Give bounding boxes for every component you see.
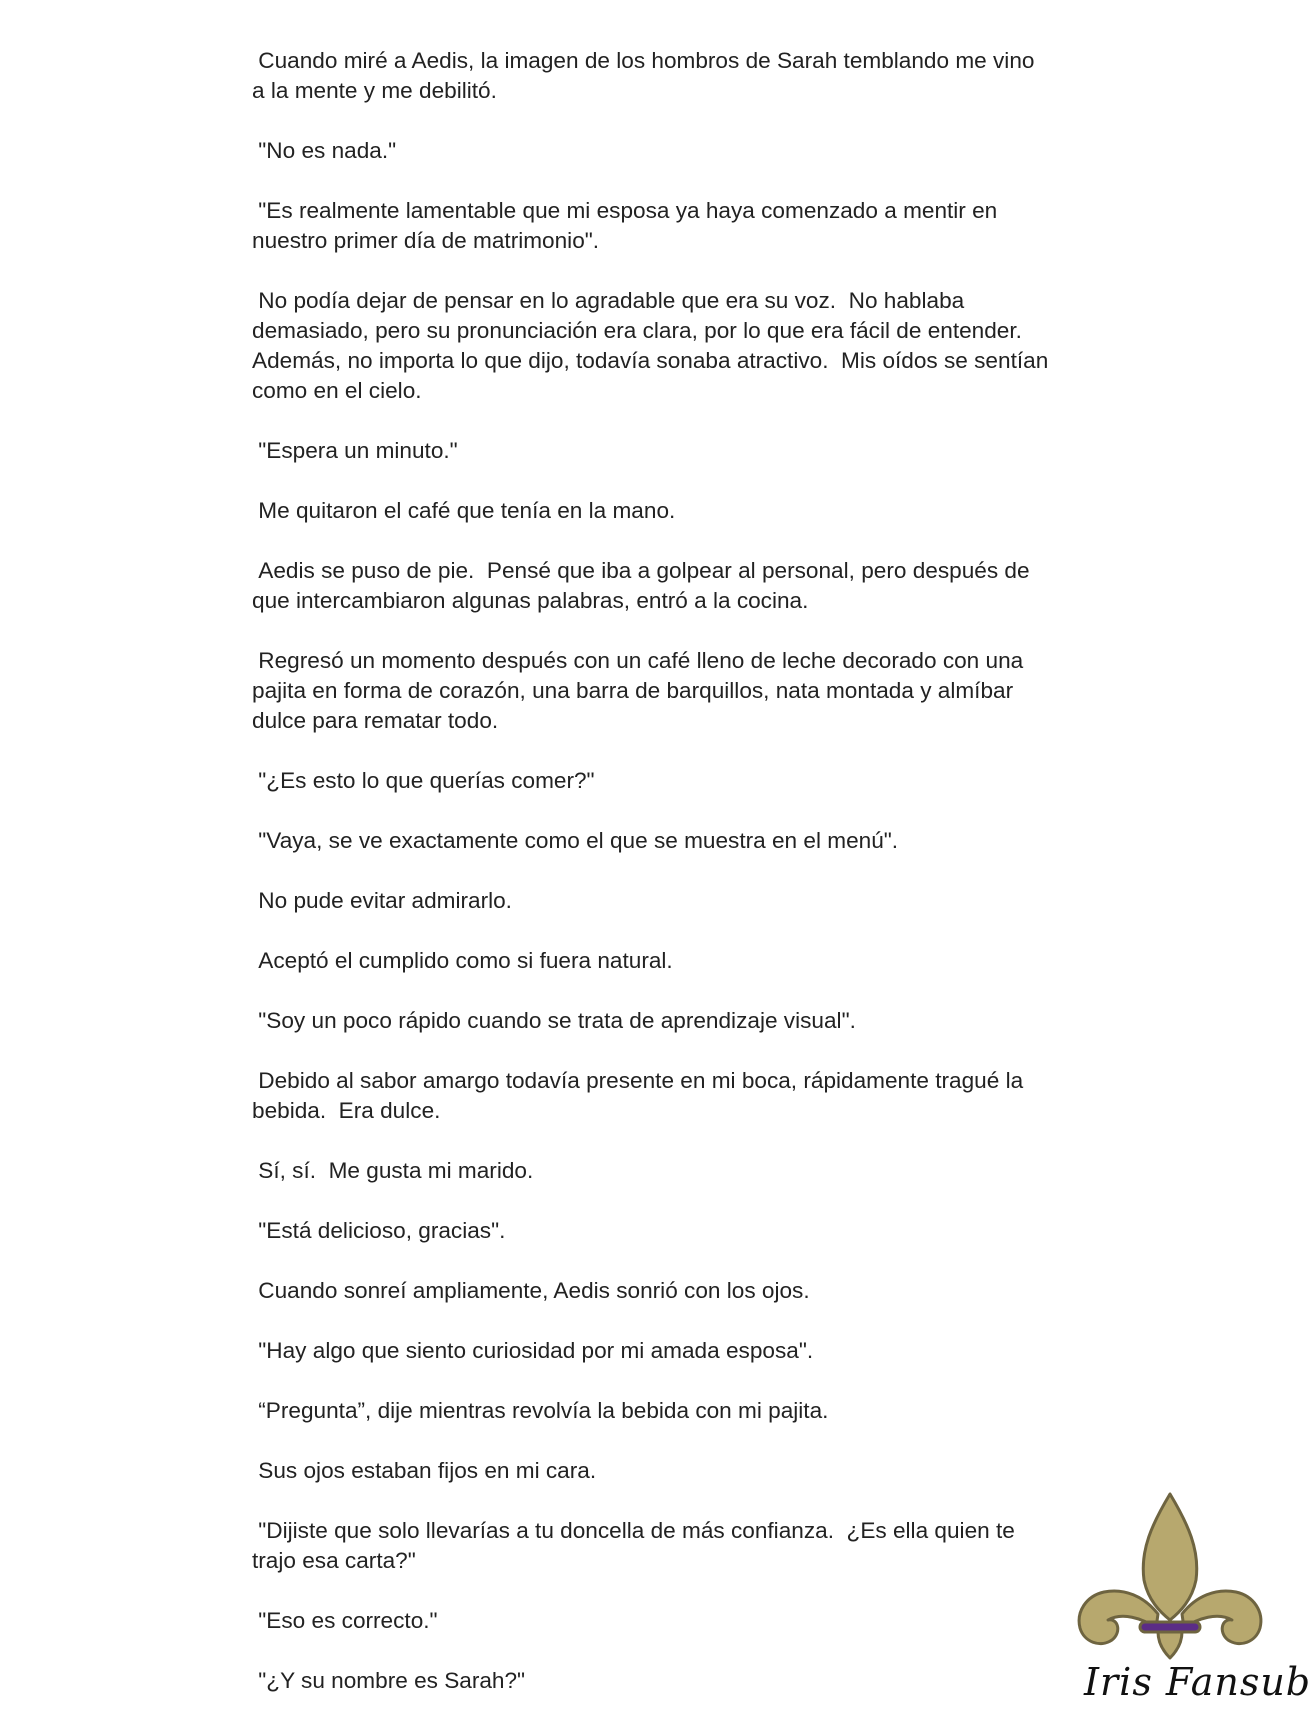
watermark-label: Iris Fansub [1084,1660,1311,1704]
paragraph: "No es nada." [252,138,397,163]
paragraph: Regresó un momento después con un café lleno de leche decorado con una pajita en forma de corazón, una barra de barquillos, nata montada y almíbar dulce para rematar todo. [252,648,1030,733]
paragraph: "Es realmente lamentable que mi esposa ya haya comenzado a mentir en nuestro primer día de matrimonio". [252,198,1004,253]
paragraph: "Está delicioso, gracias". [252,1218,506,1243]
paragraph: "Espera un minuto." [252,438,458,463]
paragraph: No podía dejar de pensar en lo agradable que era su voz. No hablaba demasiado, pero su pronunciación era clara, por lo que era fácil de entender. Además, no importa lo que dijo, todavía sonaba atractivo. Mis oídos se sentían como en el cielo. [252,288,1055,403]
paragraph: "Soy un poco rápido cuando se trata de aprendizaje visual". [252,1008,856,1033]
paragraph: "Dijiste que solo llevarías a tu doncella de más confianza. ¿Es ella quien te trajo esa carta?" [252,1518,1022,1573]
paragraph: "¿Y su nombre es Sarah?" [252,1668,526,1693]
paragraph: Aedis se puso de pie. Pensé que iba a golpear al personal, pero después de que intercambiaron algunas palabras, entró a la cocina. [252,558,1036,613]
paragraph: "Vaya, se ve exactamente como el que se muestra en el menú". [252,828,899,853]
watermark [1070,1488,1311,1708]
paragraph: Debido al sabor amargo todavía presente en mi boca, rápidamente tragué la bebida. Era dulce. [252,1068,1030,1123]
paragraph: Sí, sí. Me gusta mi marido. [252,1158,534,1183]
fleur-de-lis-icon [1070,1488,1270,1660]
paragraph: Cuando miré a Aedis, la imagen de los hombros de Sarah temblando me vino a la mente y me debilitó. [252,48,1041,103]
paragraph: "¿Es esto lo que querías comer?" [252,768,595,793]
paragraph: No pude evitar admirarlo. [252,888,512,913]
paragraph: Aceptó el cumplido como si fuera natural. [252,948,673,973]
paragraph: "Eso es correcto." [252,1608,438,1633]
paragraph: Cuando sonreí ampliamente, Aedis sonrió con los ojos. [252,1278,810,1303]
paragraph: Me quitaron el café que tenía en la mano. [252,498,676,523]
paragraph: Sus ojos estaban fijos en mi cara. [252,1458,597,1483]
document-body [252,46,1055,1726]
paragraph: “Pregunta”, dije mientras revolvía la bebida con mi pajita. [252,1398,829,1423]
paragraph: "Hay algo que siento curiosidad por mi amada esposa". [252,1338,814,1363]
